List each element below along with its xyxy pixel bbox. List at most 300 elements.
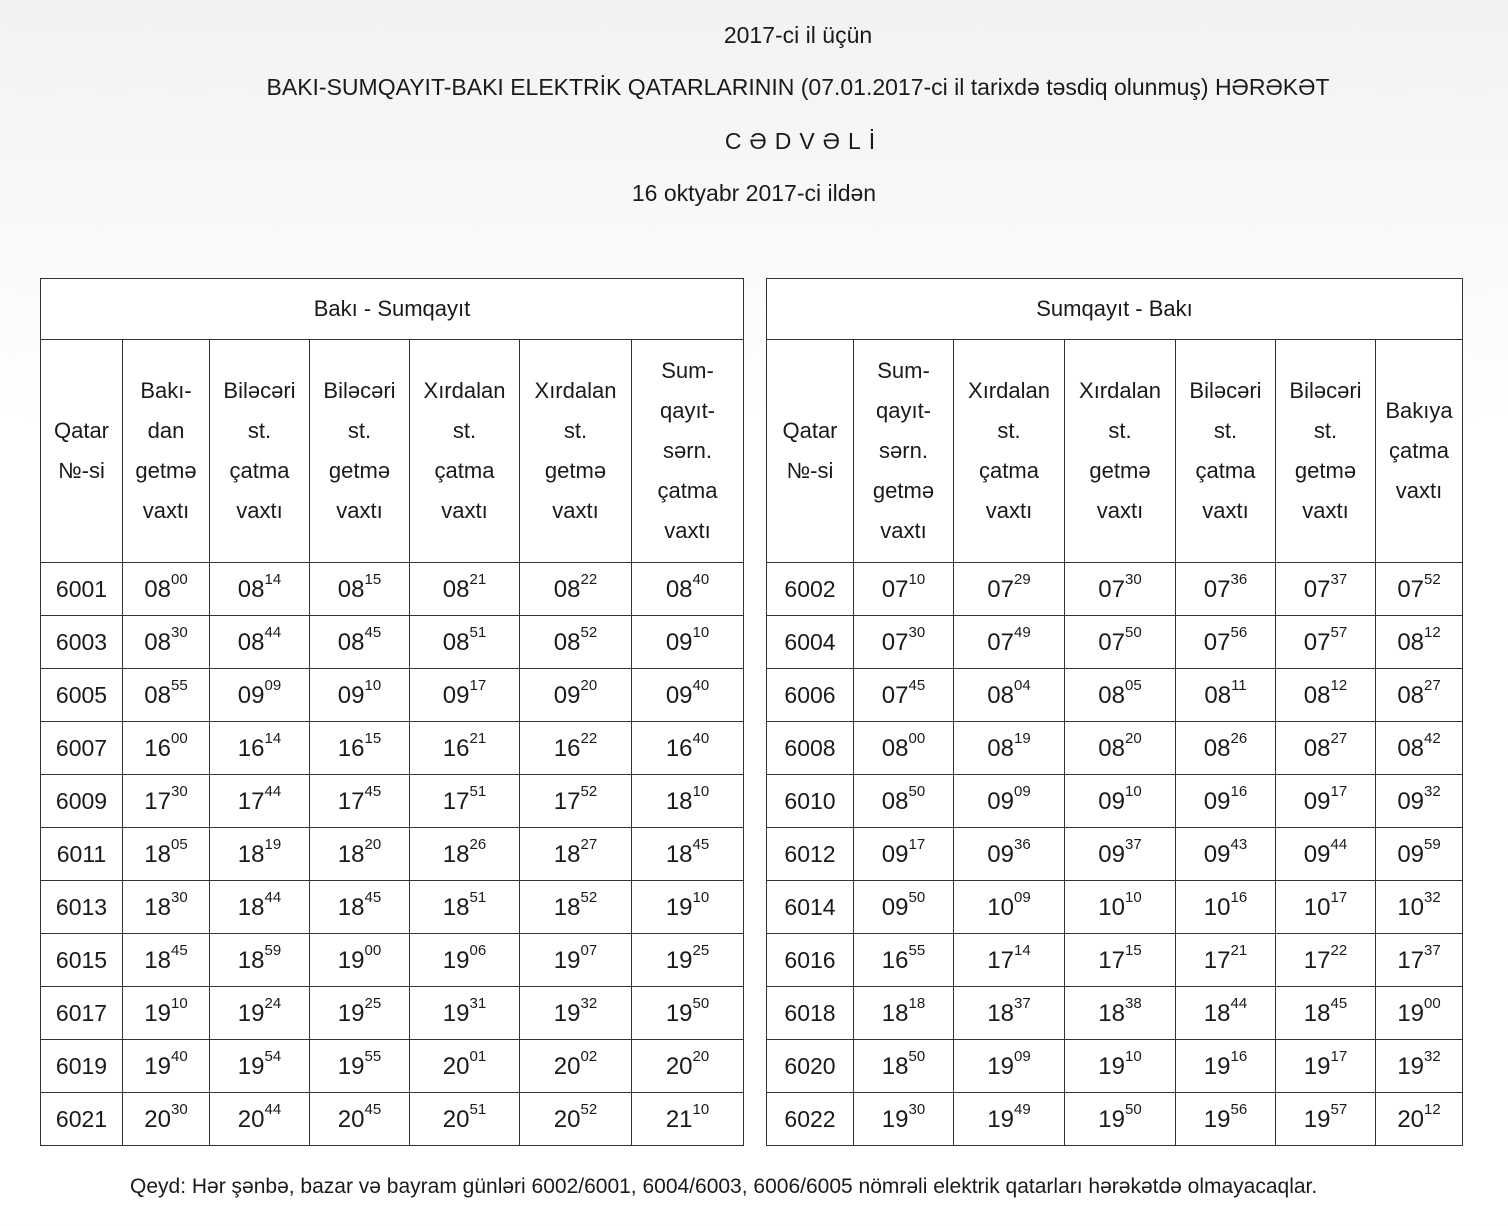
time-cell: [123, 775, 210, 828]
time-cell: [210, 722, 310, 775]
time-cell: [310, 1093, 410, 1146]
time-value: $08^{05}$: [1098, 676, 1142, 709]
time-cell: [1176, 881, 1276, 934]
time-minutes: 37: [1014, 994, 1031, 1012]
time-value: $20^{44}$: [237, 1100, 282, 1133]
time-value: $19^{31}$: [442, 994, 487, 1027]
time-cell: [410, 616, 520, 669]
time-value: $08^{19}$: [987, 729, 1031, 762]
time-value: $18^{38}$: [1098, 994, 1142, 1027]
time-minutes: 09: [1014, 888, 1031, 906]
time-minutes: 10: [1125, 888, 1142, 906]
time-cell: [123, 722, 210, 775]
time-minutes: 21: [469, 729, 487, 747]
table-row: [767, 1040, 1463, 1093]
time-cell: [854, 775, 954, 828]
time-minutes: 45: [171, 941, 188, 959]
time-minutes: 30: [908, 623, 926, 641]
time-cell: [123, 563, 210, 616]
column-header-line: Xırdalan: [534, 378, 617, 403]
column-header: [954, 340, 1065, 563]
column-header-line: Bakı-: [140, 378, 192, 403]
time-value: $17^{51}$: [442, 782, 487, 815]
column-header-line: Biləcəri: [1189, 378, 1262, 403]
time-cell: [632, 881, 744, 934]
time-value: $19^{49}$: [987, 1100, 1031, 1133]
time-cell: [410, 828, 520, 881]
time-minutes: 30: [171, 782, 188, 800]
time-value: $09^{10}$: [1098, 782, 1142, 815]
time-cell: [520, 987, 632, 1040]
time-minutes: 00: [171, 570, 188, 588]
time-cell: [1276, 775, 1376, 828]
time-cell: [632, 775, 744, 828]
time-cell: [632, 669, 744, 722]
time-minutes: 50: [908, 888, 926, 906]
time-value: $19^{56}$: [1203, 1100, 1248, 1133]
time-value: $19^{17}$: [1303, 1047, 1348, 1080]
time-minutes: 16: [1230, 888, 1248, 906]
time-minutes: 40: [692, 676, 710, 694]
time-value: $19^{25}$: [337, 994, 382, 1027]
time-value: $07^{52}$: [1397, 570, 1441, 603]
time-cell: [954, 881, 1065, 934]
time-value: $07^{57}$: [1303, 623, 1348, 656]
time-value: $18^{05}$: [144, 835, 188, 868]
time-value: $17^{45}$: [337, 782, 382, 815]
time-cell: [210, 881, 310, 934]
column-header-line: st.: [1108, 418, 1132, 443]
column-header: [210, 340, 310, 563]
time-value: $18^{44}$: [237, 888, 282, 921]
time-cell: [854, 563, 954, 616]
time-cell: [854, 828, 954, 881]
time-minutes: 54: [264, 1047, 282, 1065]
time-cell: [410, 987, 520, 1040]
time-minutes: 30: [171, 1100, 188, 1118]
time-value: $20^{01}$: [442, 1047, 487, 1080]
table-row: [767, 669, 1463, 722]
table-row: [767, 616, 1463, 669]
time-value: $09^{44}$: [1303, 835, 1348, 868]
time-minutes: 36: [1230, 570, 1248, 588]
column-header-line: çatma: [1195, 458, 1256, 483]
time-value: $07^{29}$: [987, 570, 1031, 603]
time-cell: [1065, 669, 1176, 722]
time-cell: [1276, 1093, 1376, 1146]
column-header: [1176, 340, 1276, 563]
time-cell: [854, 934, 954, 987]
time-value: $08^{50}$: [881, 782, 926, 815]
train-number: 6017: [41, 987, 123, 1040]
time-value: $16^{21}$: [442, 729, 487, 762]
time-cell: [1176, 669, 1276, 722]
time-minutes: 09: [264, 676, 282, 694]
time-cell: [954, 775, 1065, 828]
time-value: $19^{50}$: [1098, 1100, 1142, 1133]
column-header-line: vaxtı: [1202, 498, 1249, 523]
column-header-line: st.: [1213, 418, 1238, 443]
time-minutes: 00: [171, 729, 188, 747]
time-value: $19^{09}$: [987, 1047, 1031, 1080]
time-value: $17^{52}$: [553, 782, 598, 815]
time-value: $18^{19}$: [237, 835, 282, 868]
time-minutes: 50: [908, 1047, 926, 1065]
time-cell: [1065, 775, 1176, 828]
time-value: $19^{10}$: [144, 994, 188, 1027]
time-cell: [410, 881, 520, 934]
time-minutes: 09: [1014, 1047, 1031, 1065]
time-cell: [410, 775, 520, 828]
time-minutes: 32: [1424, 888, 1441, 906]
direction-title: Sumqayıt - Bakı: [767, 279, 1463, 340]
time-minutes: 45: [908, 676, 926, 694]
time-value: $17^{22}$: [1303, 941, 1348, 974]
time-minutes: 27: [1424, 676, 1441, 694]
time-minutes: 06: [469, 941, 487, 959]
time-value: $08^{00}$: [144, 570, 188, 603]
time-value: $18^{18}$: [881, 994, 926, 1027]
column-header-line: st.: [1313, 418, 1338, 443]
column-header-line: Xırdalan: [423, 378, 506, 403]
time-minutes: 45: [1330, 994, 1348, 1012]
table-baki-sumqayit: [40, 278, 744, 1146]
train-number: 6015: [41, 934, 123, 987]
time-value: $17^{37}$: [1397, 941, 1441, 974]
time-value: $19^{32}$: [1397, 1047, 1441, 1080]
column-header-line: dan: [147, 418, 185, 443]
time-minutes: 07: [580, 941, 598, 959]
time-minutes: 52: [580, 888, 598, 906]
time-cell: [954, 934, 1065, 987]
column-header-line: getmə: [328, 458, 391, 483]
time-value: $09^{09}$: [987, 782, 1031, 815]
time-minutes: 55: [908, 941, 926, 959]
time-cell: [520, 616, 632, 669]
train-number: 6006: [767, 669, 854, 722]
column-header-line: Qatar: [782, 418, 838, 443]
time-cell: [123, 881, 210, 934]
time-minutes: 30: [171, 888, 188, 906]
time-cell: [410, 1040, 520, 1093]
column-header: [310, 340, 410, 563]
time-cell: [954, 616, 1065, 669]
time-value: $18^{45}$: [1303, 994, 1348, 1027]
column-header: [854, 340, 954, 563]
time-minutes: 44: [264, 1100, 282, 1118]
column-header-line: Xırdalan: [1079, 378, 1161, 403]
time-minutes: 55: [171, 676, 188, 694]
column-header-line: st.: [452, 418, 477, 443]
time-value: $20^{02}$: [553, 1047, 598, 1080]
time-value: $08^{30}$: [144, 623, 188, 656]
time-value: $19^{10}$: [1098, 1047, 1142, 1080]
time-cell: [1176, 1040, 1276, 1093]
column-header-line: №-si: [786, 458, 834, 483]
time-cell: [310, 1040, 410, 1093]
time-cell: [520, 669, 632, 722]
column-header-line: getmə: [544, 458, 607, 483]
time-minutes: 19: [264, 835, 282, 853]
header-line-1: 2017-ci il üçün: [723, 22, 873, 48]
time-minutes: 51: [469, 623, 487, 641]
table-row: [41, 563, 744, 616]
time-minutes: 11: [1231, 676, 1247, 694]
time-value: $18^{51}$: [442, 888, 487, 921]
time-value: $19^{00}$: [337, 941, 382, 974]
time-value: $09^{59}$: [1397, 835, 1441, 868]
table-row: [41, 987, 744, 1040]
time-minutes: 57: [1330, 623, 1348, 641]
column-header: [767, 340, 854, 563]
time-cell: [954, 563, 1065, 616]
time-cell: [1276, 934, 1376, 987]
column-header: [123, 340, 210, 563]
time-cell: [310, 828, 410, 881]
time-cell: [520, 934, 632, 987]
time-value: $09^{36}$: [987, 835, 1031, 868]
time-value: $10^{17}$: [1303, 888, 1348, 921]
time-value: $09^{17}$: [1303, 782, 1348, 815]
time-cell: [1065, 987, 1176, 1040]
time-cell: [1376, 934, 1463, 987]
time-value: $08^{12}$: [1303, 676, 1348, 709]
time-cell: [1065, 934, 1176, 987]
time-value: $19^{24}$: [237, 994, 282, 1027]
time-cell: [632, 563, 744, 616]
column-header-line: çatma: [657, 478, 718, 503]
column-header-line: getmə: [1089, 458, 1151, 483]
time-cell: [210, 987, 310, 1040]
table-row: [41, 669, 744, 722]
train-number: 6018: [767, 987, 854, 1040]
time-cell: [1276, 881, 1376, 934]
time-value: $18^{45}$: [665, 835, 710, 868]
time-value: $08^{45}$: [337, 623, 382, 656]
time-value: $16^{40}$: [665, 729, 710, 762]
time-value: $19^{16}$: [1203, 1047, 1248, 1080]
time-cell: [1176, 563, 1276, 616]
time-value: $18^{45}$: [144, 941, 188, 974]
column-header-line: çatma: [229, 458, 290, 483]
column-header-line: st.: [247, 418, 272, 443]
time-value: $09^{32}$: [1397, 782, 1441, 815]
time-value: $09^{40}$: [665, 676, 710, 709]
column-header-line: vaxtı: [441, 498, 488, 523]
table-row: [767, 563, 1463, 616]
time-value: $19^{07}$: [553, 941, 598, 974]
column-header-line: getmə: [1294, 458, 1357, 483]
time-cell: [632, 1040, 744, 1093]
time-minutes: 52: [580, 1100, 598, 1118]
time-minutes: 37: [1424, 941, 1441, 959]
document-title: BAKI-SUMQAYIT-BAKI ELEKTRİK QATARLARININ (07.01.2017-ci il tarixdə təsdiq olunmuş) HƏRƏKƏT: [266, 74, 1330, 100]
time-minutes: 02: [580, 1047, 598, 1065]
time-cell: [1376, 1093, 1463, 1146]
time-cell: [123, 1093, 210, 1146]
time-cell: [410, 669, 520, 722]
column-header-line: vaxtı: [142, 498, 190, 523]
column-header: [1276, 340, 1376, 563]
time-cell: [310, 881, 410, 934]
time-minutes: 44: [1230, 994, 1248, 1012]
train-number: 6014: [767, 881, 854, 934]
schedule-tables: [40, 278, 1462, 1163]
time-minutes: 32: [580, 994, 598, 1012]
train-number: 6022: [767, 1093, 854, 1146]
time-minutes: 57: [1330, 1100, 1348, 1118]
table-row: [41, 881, 744, 934]
time-value: $19^{54}$: [237, 1047, 282, 1080]
time-minutes: 24: [264, 994, 282, 1012]
time-value: $08^{22}$: [553, 570, 598, 603]
time-minutes: 51: [469, 888, 487, 906]
time-cell: [632, 828, 744, 881]
time-value: $19^{06}$: [442, 941, 487, 974]
column-header-line: Biləcəri: [223, 378, 296, 403]
time-minutes: 19: [1014, 729, 1031, 747]
time-minutes: 27: [1330, 729, 1348, 747]
time-minutes: 36: [1014, 835, 1031, 853]
column-header-line: vaxtı: [880, 518, 927, 543]
column-header-line: qayıt-: [659, 398, 716, 423]
time-minutes: 10: [1125, 782, 1142, 800]
table-row: [767, 934, 1463, 987]
time-value: $16^{15}$: [337, 729, 382, 762]
time-cell: [210, 616, 310, 669]
time-minutes: 16: [1230, 1047, 1248, 1065]
table-row: [41, 1093, 744, 1146]
time-cell: [123, 934, 210, 987]
time-value: $18^{30}$: [144, 888, 188, 921]
time-minutes: 52: [580, 782, 598, 800]
time-cell: [1276, 722, 1376, 775]
table-sumqayit-baki: [766, 278, 1463, 1146]
time-cell: [1276, 1040, 1376, 1093]
time-minutes: 17: [1330, 782, 1348, 800]
time-value: $18^{20}$: [337, 835, 382, 868]
train-number: 6008: [767, 722, 854, 775]
time-cell: [954, 669, 1065, 722]
time-minutes: 20: [580, 676, 598, 694]
time-minutes: 44: [264, 623, 282, 641]
time-minutes: 10: [364, 676, 382, 694]
column-header-line: sərn.: [879, 438, 928, 463]
time-minutes: 49: [1014, 623, 1031, 641]
time-value: $08^{12}$: [1397, 623, 1441, 656]
column-header-line: sərn.: [663, 438, 712, 463]
column-header-line: vaxtı: [985, 498, 1033, 523]
document-subtitle: CƏDVƏLİ: [724, 128, 884, 154]
time-cell: [520, 881, 632, 934]
time-minutes: 00: [364, 941, 382, 959]
train-number: 6013: [41, 881, 123, 934]
time-cell: [1276, 563, 1376, 616]
time-value: $19^{10}$: [665, 888, 710, 921]
time-value: $08^{11}$: [1204, 676, 1247, 709]
time-cell: [210, 1040, 310, 1093]
time-minutes: 42: [1424, 729, 1441, 747]
time-cell: [954, 987, 1065, 1040]
time-value: $20^{30}$: [144, 1100, 188, 1133]
train-number: 6004: [767, 616, 854, 669]
time-cell: [1176, 987, 1276, 1040]
time-value: $08^{44}$: [237, 623, 282, 656]
table-row: [767, 881, 1463, 934]
time-cell: [1376, 722, 1463, 775]
time-minutes: 12: [1424, 1100, 1441, 1118]
time-minutes: 05: [171, 835, 188, 853]
time-minutes: 14: [1014, 941, 1031, 959]
time-value: $07^{10}$: [881, 570, 926, 603]
time-cell: [632, 722, 744, 775]
train-number: 6005: [41, 669, 123, 722]
time-value: $09^{17}$: [881, 835, 926, 868]
time-value: $07^{56}$: [1203, 623, 1248, 656]
column-header-line: çatma: [434, 458, 495, 483]
time-value: $08^{20}$: [1098, 729, 1142, 762]
time-value: $10^{10}$: [1098, 888, 1142, 921]
time-minutes: 20: [1125, 729, 1142, 747]
time-minutes: 52: [580, 623, 598, 641]
time-value: $17^{44}$: [237, 782, 282, 815]
time-minutes: 32: [1424, 782, 1441, 800]
time-cell: [210, 828, 310, 881]
train-number: 6002: [767, 563, 854, 616]
time-minutes: 50: [1125, 623, 1142, 641]
time-minutes: 59: [1424, 835, 1441, 853]
time-cell: [954, 1093, 1065, 1146]
time-cell: [123, 669, 210, 722]
table-row: [767, 1093, 1463, 1146]
time-cell: [1065, 828, 1176, 881]
table-row: [41, 722, 744, 775]
time-cell: [954, 722, 1065, 775]
time-cell: [520, 563, 632, 616]
time-value: $19^{55}$: [337, 1047, 382, 1080]
time-cell: [310, 775, 410, 828]
time-value: $07^{45}$: [881, 676, 926, 709]
direction-title: Bakı - Sumqayıt: [41, 279, 744, 340]
column-header-line: vaxtı: [336, 498, 383, 523]
time-value: $08^{04}$: [987, 676, 1031, 709]
time-value: $08^{14}$: [237, 570, 282, 603]
column-header-line: çatma: [1389, 438, 1449, 463]
time-cell: [520, 828, 632, 881]
time-value: $19^{32}$: [553, 994, 598, 1027]
column-header-line: Sum-: [661, 358, 714, 383]
time-minutes: 29: [1014, 570, 1031, 588]
column-header-line: Biləcəri: [323, 378, 396, 403]
time-minutes: 45: [364, 888, 382, 906]
train-number: 6016: [767, 934, 854, 987]
time-minutes: 17: [1330, 1047, 1348, 1065]
table-row: [767, 722, 1463, 775]
time-cell: [123, 616, 210, 669]
time-value: $08^{55}$: [144, 676, 188, 709]
time-minutes: 26: [1230, 729, 1248, 747]
time-value: $08^{26}$: [1203, 729, 1248, 762]
train-number: 6010: [767, 775, 854, 828]
time-minutes: 56: [1230, 623, 1248, 641]
time-value: $08^{00}$: [881, 729, 926, 762]
train-number: 6001: [41, 563, 123, 616]
time-value: $08^{40}$: [665, 570, 710, 603]
time-minutes: 51: [469, 782, 487, 800]
time-cell: [1176, 1093, 1276, 1146]
time-minutes: 09: [1014, 782, 1031, 800]
table-row: [767, 828, 1463, 881]
